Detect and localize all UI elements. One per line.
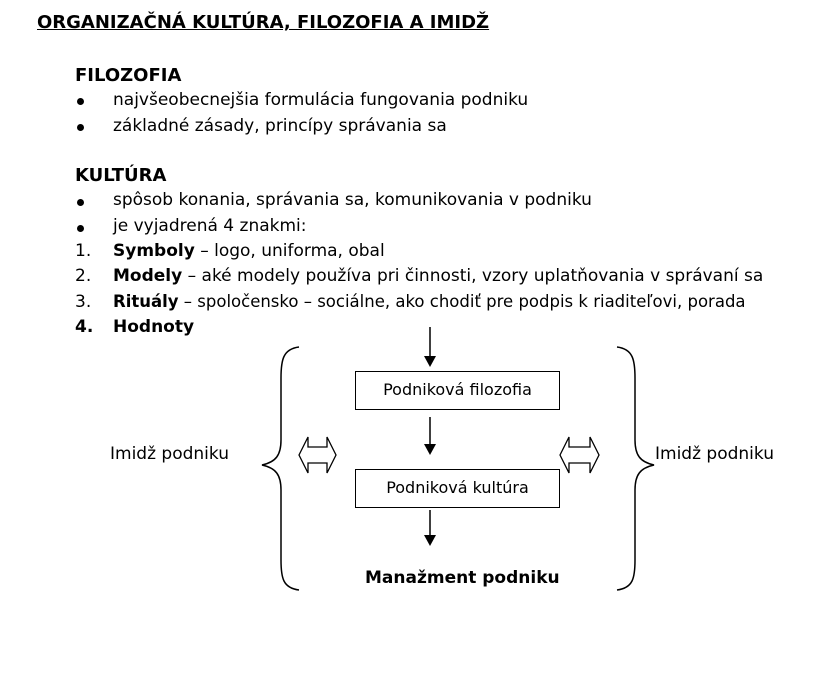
culture-box: Podniková kultúra (355, 469, 560, 508)
kultura-bullet-2: je vyjadrená 4 znakmi: (113, 216, 307, 236)
sign-number-1: 1. (75, 241, 92, 261)
sign-term-1: Symboly (113, 241, 195, 261)
sign-desc-3: – spoločensko – sociálne, ako chodiť pre podpis k riaditeľovi, porada (178, 292, 746, 311)
management-label: Manažment podniku (365, 568, 560, 588)
filozofia-bullet-2: základné zásady, princípy správania sa (113, 116, 447, 136)
sign-number-3: 3. (75, 292, 92, 312)
filozofia-heading: FILOZOFIA (75, 65, 182, 86)
arrow-down-icon (424, 417, 436, 455)
double-arrow-icon (560, 437, 599, 473)
left-brace (262, 347, 299, 590)
sign-desc-1: – logo, uniforma, obal (194, 241, 385, 261)
right-brace (617, 347, 654, 590)
arrow-down-icon (424, 327, 436, 367)
sign-term-2: Modely (113, 266, 183, 286)
sign-term-3: Rituály (113, 292, 179, 311)
image-label-right: Imidž podniku (655, 444, 774, 464)
philosophy-box: Podniková filozofia (355, 371, 560, 410)
sign-desc-2: – aké modely používa pri činnosti, vzory uplatňovania v správaní sa (182, 266, 764, 286)
sign-number-2: 2. (75, 266, 92, 286)
kultura-bullet-1: spôsob konania, správania sa, komunikovania v podniku (113, 190, 592, 210)
sign-term-4: Hodnoty (113, 317, 195, 337)
sign-number-4: 4. (75, 317, 94, 337)
kultura-heading: KULTÚRA (75, 165, 167, 186)
arrow-down-icon (424, 510, 436, 546)
double-arrow-icon (299, 437, 336, 473)
filozofia-bullet-1: najvšeobecnejšia formulácia fungovania podniku (113, 90, 529, 110)
image-label-left: Imidž podniku (110, 444, 229, 464)
document-title: ORGANIZAČNÁ KULTÚRA, FILOZOFIA A IMIDŽ (37, 12, 490, 33)
